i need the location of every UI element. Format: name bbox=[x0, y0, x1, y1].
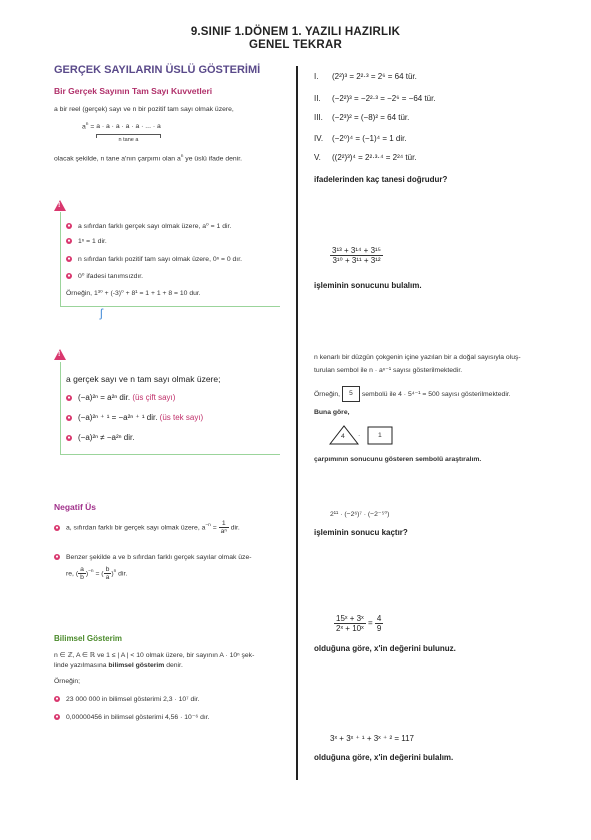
bullet-icon: ● bbox=[67, 273, 71, 280]
question-prompt: çarpımının sonucunu gösteren sembolü araştıralım. bbox=[314, 456, 482, 463]
statement: IV. (−2⁰)⁴ = (−1)⁴ = 1 dir. bbox=[314, 134, 407, 143]
statement: III. (−2³)² = (−8)² = 64 tür. bbox=[314, 113, 410, 122]
bullet-icon: ● bbox=[55, 524, 59, 531]
question-prompt: işleminin sonucu kaçtır? bbox=[314, 528, 408, 537]
bullet-icon: ● bbox=[67, 434, 71, 441]
symbol-shapes bbox=[328, 424, 398, 446]
negative-item-formula: re, ( $\frac{a}{b}$ )$^{-n}$ = ( $\frac{b}{a}$ )$^n$ dir. bbox=[66, 566, 128, 581]
negative-exponent-title: Negatif Üs bbox=[54, 502, 97, 512]
warning-icon bbox=[54, 200, 66, 211]
triangle-value: 4 bbox=[341, 433, 345, 440]
subsection-title: Bir Gerçek Sayının Tam Sayı Kuvvetleri bbox=[54, 86, 213, 96]
square-value: 1 bbox=[378, 432, 382, 439]
negative-item: ● a, sıfırdan farklı bir gerçek sayı olmak üzere, $a^{-n}$ = $\frac{1}{\text{aⁿ}}$ dir. bbox=[55, 520, 240, 535]
bullet-icon: ● bbox=[55, 554, 59, 561]
scientific-title: Bilimsel Gösterim bbox=[54, 634, 123, 643]
bullet-icon: ● bbox=[67, 414, 71, 421]
note2-intro: a gerçek sayı ve n tam sayı olmak üzere; bbox=[66, 374, 221, 384]
note1-item: ● a sıfırdan farklı gerçek sayı olmak üzere, a⁰ = 1 dir. bbox=[67, 223, 232, 230]
question-prompt: işleminin sonucunu bulalım. bbox=[314, 281, 422, 290]
symbol-product bbox=[328, 424, 398, 448]
question-text: Buna göre, bbox=[314, 409, 350, 416]
bullet-icon: ● bbox=[67, 223, 71, 230]
equation-expression: 3ˣ + 3ˣ ⁺ ¹ + 3ˣ ⁺ ² = 117 bbox=[330, 734, 414, 743]
scientific-example: ● 0,00000456 in bilimsel gösterimi 4,56 · 10⁻⁶ dır. bbox=[55, 714, 210, 721]
note2-item: ● (−a)²ⁿ ≠ −a²ⁿ dir. bbox=[67, 433, 135, 442]
note1-item: ● 1ⁿ = 1 dir. bbox=[67, 238, 107, 245]
product-expression: 2¹¹ · (−2⁶)⁷ · (−2⁻⁵⁰) bbox=[330, 511, 390, 518]
fraction-expression: $\frac{\text{3¹³ + 3¹⁴ + 3¹⁵}}{\text{3¹⁰ + 3¹¹ + 3¹²}}$ bbox=[332, 246, 381, 265]
cursor-icon: ʃ bbox=[100, 306, 103, 320]
square-symbol: 5 bbox=[342, 386, 360, 402]
intro-text: a bir reel (gerçek) sayı ve n bir pozitif tam sayı olmak üzere, bbox=[54, 106, 234, 113]
scientific-example: ● 23 000 000 in bilimsel gösterimi 2,3 · 10⁷ dir. bbox=[55, 696, 200, 703]
scientific-example-label: Örneğin; bbox=[54, 678, 81, 685]
question-text: turulan sembol ile n · aⁿ⁻¹ sayısı gösterilmektedir. bbox=[314, 367, 463, 374]
bullet-icon: ● bbox=[55, 714, 59, 721]
power-definition: $a^n = a \cdot a \cdot a \cdot a \cdot a$ · ... · a n tane a bbox=[82, 122, 161, 144]
column-divider bbox=[296, 66, 298, 780]
note1-item: ● n sıfırdan farklı pozitif tam sayı olmak üzere, 0ⁿ = 0 dır. bbox=[67, 256, 242, 263]
bullet-icon: ● bbox=[67, 238, 71, 245]
multiply-dot: · bbox=[358, 432, 361, 439]
page-title: 9.SINIF 1.DÖNEM 1. YAZILI HAZIRLIK bbox=[190, 26, 401, 38]
equation-expression: $\frac{\text{15ˣ + 3ˣ}}{\text{2ˣ + 10ˣ}}$ = $\frac{4}{9}$ bbox=[336, 614, 382, 633]
scientific-line: linde yazılmasına bilimsel gösterim denir. bbox=[54, 662, 183, 669]
note-border-bottom bbox=[60, 306, 280, 307]
question-text: n kenarlı bir düzgün çokgenin içine yazılan bir a doğal sayısıyla oluş- bbox=[314, 354, 521, 361]
question-example: Örneğin, 5 sembolü ile 4 · 5⁴⁻¹ = 500 sayısı gösterilmektedir. bbox=[314, 386, 511, 402]
scientific-line: n ∈ ℤ, A ∈ ℝ ve 1 ≤ | A | < 10 olmak üzere, bir sayının A · 10ⁿ şek- bbox=[54, 652, 255, 659]
note-border-left bbox=[60, 212, 61, 306]
page-subtitle: GENEL TEKRAR bbox=[249, 39, 342, 51]
warning-icon bbox=[54, 349, 66, 360]
question-prompt: olduğuna göre, x'in değerini bulalım. bbox=[314, 753, 454, 762]
question-prompt: ifadelerinden kaç tanesi doğrudur? bbox=[314, 175, 448, 184]
statement: I. (2²)³ = 2²·³ = 2⁶ = 64 tür. bbox=[314, 72, 417, 81]
statement: V. ((2²)³)⁴ = 2²·³·⁴ = 2²⁴ tür. bbox=[314, 153, 417, 162]
section-title: GERÇEK SAYILARIN ÜSLÜ GÖSTERİMİ bbox=[54, 64, 261, 76]
note2-item: ● (−a)²ⁿ = a²ⁿ dir. (üs çift sayı) bbox=[67, 393, 176, 402]
bullet-icon: ● bbox=[55, 696, 59, 703]
note1-example: Örneğin, 1³⁰ + (-3)⁰ + 8¹ = 1 + 1 + 8 = 10 dur. bbox=[66, 290, 201, 297]
note1-item: ● 0⁰ ifadesi tanımsızdır. bbox=[67, 273, 144, 280]
statement: II. (−2²)³ = −2²·³ = −2⁶ = −64 tür. bbox=[314, 94, 436, 103]
power-explanation: olacak şekilde, n tane a'nın çarpımı olan $a^n$ ye üslü ifade denir. bbox=[54, 154, 242, 163]
negative-item: ● Benzer şekilde a ve b sıfırdan farklı gerçek sayılar olmak üze- bbox=[55, 554, 252, 561]
note-border-bottom bbox=[60, 454, 280, 455]
question-prompt: olduğuna göre, x'in değerini bulunuz. bbox=[314, 644, 456, 653]
bullet-icon: ● bbox=[67, 394, 71, 401]
bullet-icon: ● bbox=[67, 256, 71, 263]
note-border-left bbox=[60, 362, 61, 454]
note2-item: ● (−a)²ⁿ ⁺ ¹ = −a²ⁿ ⁺ ¹ dir. (üs tek sayı) bbox=[67, 413, 204, 422]
